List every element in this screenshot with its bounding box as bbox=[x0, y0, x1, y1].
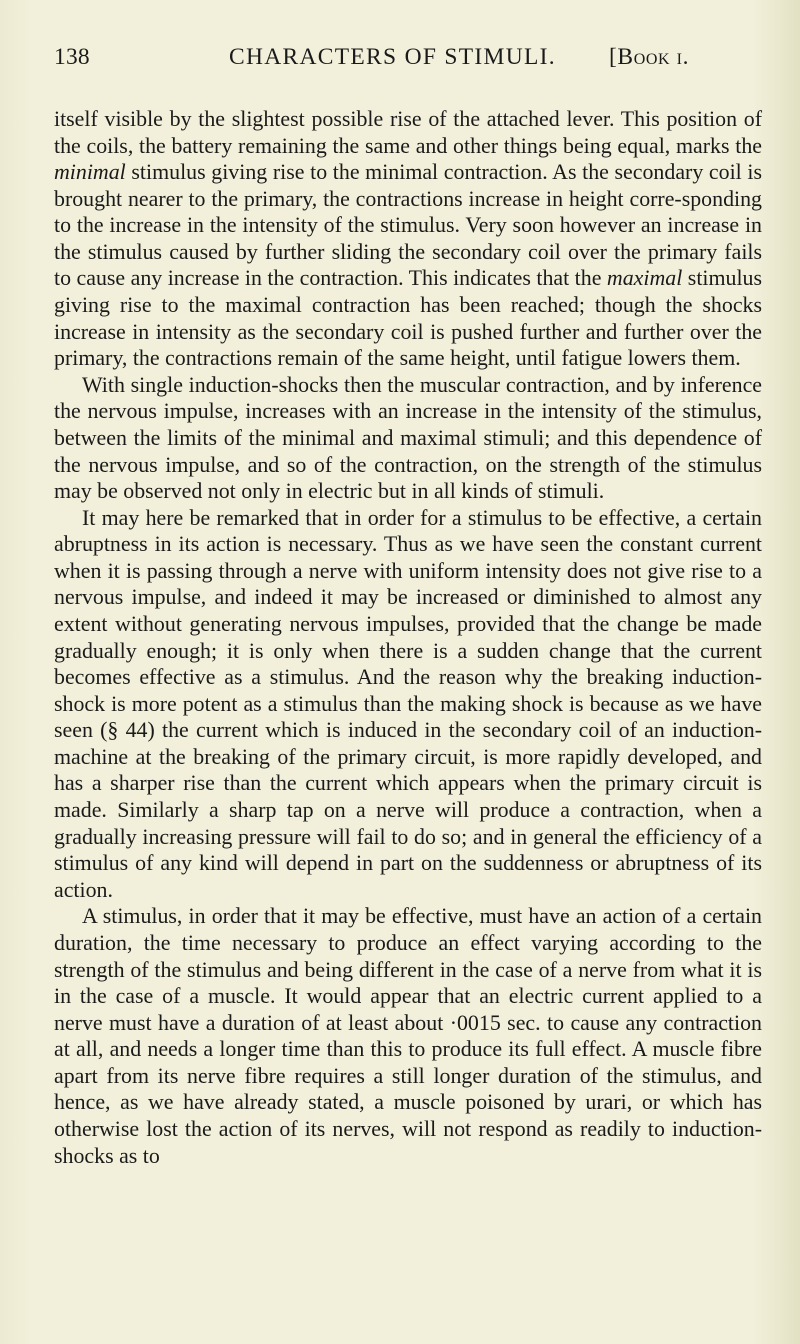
paragraph-induction-shocks: With single induction-shocks then the muscular contraction, and by inference the nervous impulse, increases with an increase in the intensity of the stimulus, between the limits of the minimal and maximal stimuli; and this dependence of the nervous impulse, and so of the contraction, on the strength of the stimulus may be observed not only in electric but in all kinds of stimuli. bbox=[54, 371, 762, 504]
paragraph-continued bbox=[54, 106, 762, 372]
text-run: stimulus giving rise to the minimal contraction. As the secondary coil is brought nearer to the primary, the contractions increase in height corre-sponding to the increase in the intensity of the stimulus. Very soon however an increase in the stimulus caused by further sliding the secondary coil over the primary fails to cause any increase in the contraction. This indicates that the bbox=[54, 159, 762, 291]
text-run: itself visible by the slightest possible rise of the attached lever. This position of the coils, the battery remaining the same and other things being equal, marks the bbox=[54, 106, 762, 158]
paragraph-duration: A stimulus, in order that it may be effective, must have an action of a certain duration, the time necessary to produce an effect varying according to the strength of the stimulus and being different in the case of a nerve from what it is in the case of a muscle. It would appear that an electric current applied to a nerve must have a duration of at least about ·0015 sec. to cause any contraction at all, and needs a longer time than this to produce its full effect. A muscle fibre apart from its nerve fibre requires a still longer duration of the stimulus, and hence, as we have already stated, a muscle poisoned by urari, or which has otherwise lost the action of its nerves, will not respond as readily to induction-shocks as to bbox=[54, 903, 762, 1168]
body-text bbox=[54, 106, 762, 1169]
running-title: CHARACTERS OF STIMULI. bbox=[229, 44, 556, 70]
page-number: 138 bbox=[54, 44, 90, 70]
paragraph-abruptness: It may here be remarked that in order for a stimulus to be effective, a certain abruptness in its action is necessary. Thus as we have seen the constant current when it is passing through a nerve with uniform intensity does not give rise to a nervous impulse, and indeed it may be increased or diminished to almost any extent without generating nervous impulses, provided that the change be made gradually enough; it is only when there is a sudden change that the current becomes effective as a stimulus. And the reason why the breaking induction-shock is more potent as a stimulus than the making shock is because as we have seen (§ 44) the current which is induced in the secondary coil of an induction-machine at the breaking of the primary circuit, is more rapidly developed, and has a sharper rise than the current which appears when the primary circuit is made. Similarly a sharp tap on a nerve will produce a contraction, when a gradually increasing pressure will fail to do so; and in general the efficiency of a stimulus of any kind will depend in part on the suddenness or abruptness of its action. bbox=[54, 504, 762, 902]
text-run: stimulus giving rise to the maximal contraction has been reached; though the shocks increase in intensity as the secondary coil is pushed further and further over the primary, the contractions remain of the same height, until fatigue lowers them. bbox=[54, 265, 763, 371]
book-reference: [Book i. bbox=[609, 44, 690, 70]
emphasis-maximal: maximal bbox=[606, 265, 683, 291]
emphasis-minimal: minimal bbox=[54, 159, 126, 185]
page-header bbox=[54, 44, 754, 80]
